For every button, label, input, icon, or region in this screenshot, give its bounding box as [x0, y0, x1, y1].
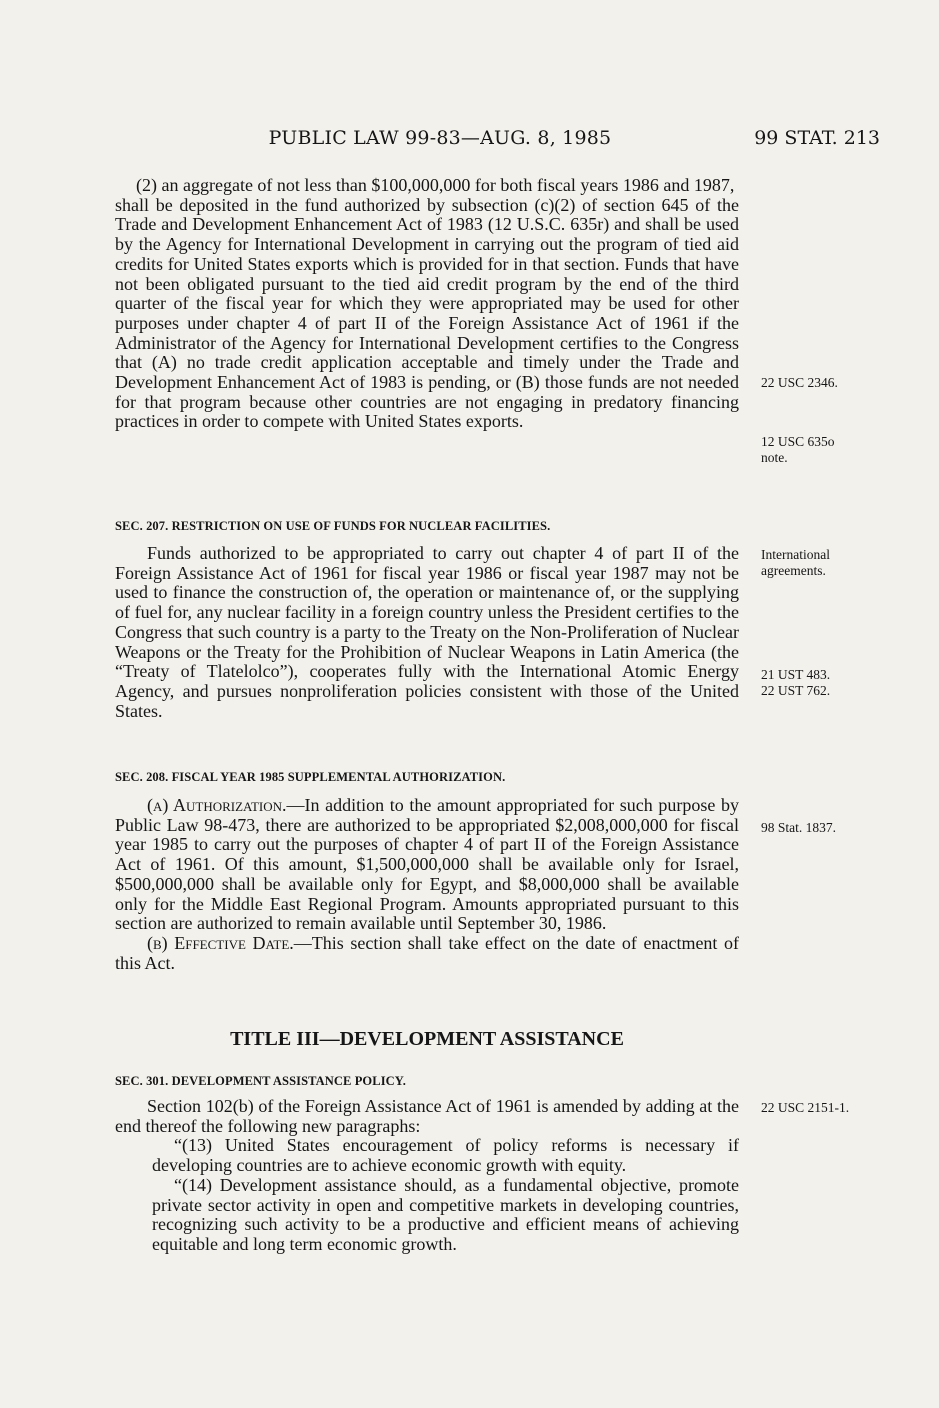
- section-208: [115, 768, 739, 788]
- subsection-a-text: —In addition to the amount appropriated for such purpose by Public Law 98-473, there are authorized to be appropriated $2,008,000,000 for fiscal year 1985 to carry out the purposes of chapter 4 of part II of the Foreign Assistance Act of 1961. Of this amount, $1,500,000,000 shall be available only for Israel, $500,000,000 shall be available only for Egypt, and $8,000,000 shall be available only for the Middle East Regional Program. Amounts appropriated pursuant to this section are authorized to remain available until September 30, 1986.: [115, 795, 739, 934]
- item-2: (2) an aggregate of not less than $100,000,000 for both fiscal years 1986 and 1987,: [136, 175, 735, 195]
- paragraph-13: “(13) United States encouragement of policy reforms is necessary if developing countries are to achieve economic growth with equity.: [152, 1135, 739, 1176]
- margin-note-line: note.: [761, 450, 788, 465]
- margin-note-line: 22 UST 762.: [761, 683, 831, 698]
- section-207-body: Funds authorized to be appropriated to carry out chapter 4 of part II of the Foreign Assistance Act of 1961 for fiscal year 1986 or fiscal year 1987 may not be used to finance the construction of, the operation or maintenance of, or the supplying of fuel for, any nuclear facility in a foreign country unless the President certifies to the Congress that such country is a party to the Treaty on the Non-Proliferation of Nuclear Weapons or the Treaty for the Prohibition of Nuclear Weapons in Latin America (the “Treaty of Tlatelolco”), cooperates fully with the International Atomic Energy Agency, and pursues nonproliferation policies consistent with those of the United States.: [115, 543, 739, 721]
- margin-note-line: 21 UST 483.: [761, 667, 831, 682]
- section-208-heading: SEC. 208. FISCAL YEAR 1985 SUPPLEMENTAL AUTHORIZATION.: [115, 770, 506, 784]
- subsection-b-label: (b) Effective Date.: [147, 932, 294, 953]
- margin-note-98stat1837: 98 Stat. 1837.: [761, 820, 837, 835]
- section-301: [115, 1072, 739, 1092]
- margin-note-international-agreements: [761, 547, 891, 579]
- section-207: [115, 517, 739, 537]
- section-301-body: Section 102(b) of the Foreign Assistance Act of 1961 is amended by adding at the end thereof the following new paragraphs:: [115, 1096, 739, 1136]
- page-header-title: PUBLIC LAW 99-83—AUG. 8, 1985: [268, 127, 612, 149]
- margin-note-treaties: [761, 667, 891, 699]
- section-301-body-block: [115, 1097, 739, 1255]
- margin-note-22usc2346: 22 USC 2346.: [761, 375, 838, 390]
- section-207-body-block: [115, 544, 739, 721]
- page-header-stat: 99 STAT. 213: [754, 127, 880, 149]
- section-208-body-block: [115, 796, 739, 973]
- paragraph-14: “(14) Development assistance should, as a fundamental objective, promote private sector activity in open and competitive markets in developing countries, recognizing such activity to be a productive and efficient means of achieving equitable and long term economic growth.: [152, 1174, 739, 1254]
- margin-note-line: agreements.: [761, 563, 826, 578]
- title-iii-heading: TITLE III—DEVELOPMENT ASSISTANCE: [230, 1028, 624, 1050]
- section-207-heading: SEC. 207. RESTRICTION ON USE OF FUNDS FOR NUCLEAR FACILITIES.: [115, 519, 551, 533]
- section-208-subsection-a: [115, 796, 739, 934]
- margin-note-line: International: [761, 547, 830, 562]
- opening-block: [115, 176, 739, 432]
- subsection-a-label: (a) Authorization.: [147, 795, 287, 815]
- margin-note-line: 12 USC 635o: [761, 434, 835, 449]
- subsection-b-text: —This section shall take effect on the date of enactment of this Act.: [115, 932, 739, 973]
- margin-note-22usc2151-1: 22 USC 2151-1.: [761, 1100, 850, 1115]
- margin-note-12usc635o: [761, 434, 891, 466]
- section-301-heading: SEC. 301. DEVELOPMENT ASSISTANCE POLICY.: [115, 1074, 406, 1088]
- paragraph-shall-be-deposited: shall be deposited in the fund authorized by subsection (c)(2) of section 645 of the Trade and Development Enhancement Act of 1983 (12 U.S.C. 635r) and shall be used by the Agency for International Development in carrying out the program of tied aid credits for United States exports which is provided for in that section. Funds that have not been obligated pursuant to the tied aid credit program by the end of the third quarter of the fiscal year for which they were appropriated may be used for other purposes under chapter 4 of part II of the Foreign Assistance Act of 1961 if the Administrator of the Agency for International Development certifies to the Congress that (A) no trade credit application acceptable and timely under the Trade and Development Enhancement Act of 1983 is pending, or (B) those funds are not needed for that program because other countries are not engaging in predatory financing practices in order to compete with United States exports.: [115, 194, 739, 432]
- section-208-subsection-b: [115, 934, 739, 973]
